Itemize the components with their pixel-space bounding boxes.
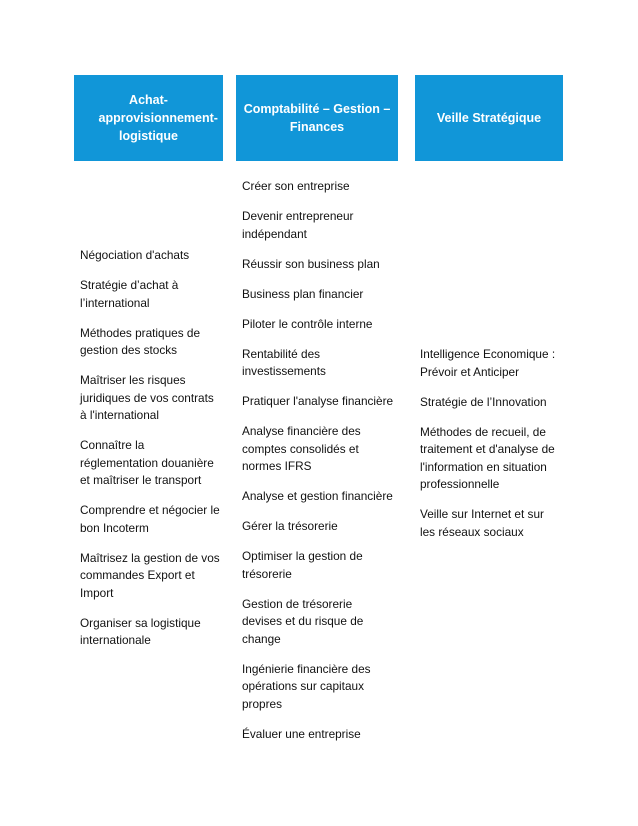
list-item: Maîtriser les risques juridiques de vos contrats à l'international: [80, 373, 214, 422]
list-item: Stratégie d’achat à l’international: [80, 278, 179, 310]
list-item: Réussir son business plan: [242, 256, 380, 271]
list-item: Négociation d'achats: [80, 248, 190, 262]
list-item: Analyse et gestion financière: [242, 489, 393, 503]
list-item: Gérer la trésorerie: [242, 519, 338, 533]
list-item: Stratégie de l’Innovation: [420, 394, 547, 409]
header-comptabilite-gestion-finances: [236, 75, 398, 161]
list-item: Méthodes pratiques de gestion des stocks: [80, 325, 201, 357]
list-veille: [420, 346, 560, 554]
header-achat-label: Achat-approvisionnement-logistique: [98, 93, 218, 143]
list-item: Méthodes de recueil, de traitement et d'analyse de l'information en situation professionnelle: [420, 424, 555, 491]
list-item: Comprendre et négocier le bon Incoterm: [80, 503, 220, 535]
list-item: Business plan financier: [242, 286, 364, 301]
header-veille-strategique: [415, 75, 563, 161]
list-item: Intelligence Economique : Prévoir et Anticiper: [420, 347, 556, 379]
list-comptabilite: [242, 178, 394, 756]
list-item: Veille sur Internet et sur les réseaux sociaux: [420, 507, 544, 539]
list-item: Ingénierie financière des opérations sur capitaux propres: [242, 661, 371, 711]
list-item: Connaître la réglementation douanière et maîtriser le transport: [80, 438, 214, 487]
list-item: Évaluer une entreprise: [242, 726, 361, 741]
list-item: Analyse financière des comptes consolidés et normes IFRS: [242, 424, 361, 473]
list-item: Pratiquer l'analyse financière: [242, 394, 394, 408]
list-item: Créer son entreprise: [242, 179, 350, 193]
list-item: Rentabilité des investissements: [242, 346, 326, 378]
header-veille-label: Veille Stratégique: [436, 111, 542, 125]
list-achat: [80, 247, 222, 662]
list-item: Devenir entrepreneur indépendant: [242, 209, 354, 241]
header-comptabilite-label: Comptabilité – Gestion – Finances: [243, 102, 391, 134]
list-item: Organiser sa logistique internationale: [80, 615, 201, 647]
list-item: Piloter le contrôle interne: [242, 316, 373, 331]
list-item: Maîtrisez la gestion de vos commandes Export et Import: [80, 550, 220, 600]
header-achat-approvisionnement-logistique: [74, 75, 223, 161]
list-item: Gestion de trésorerie devises et du risque de change: [242, 596, 364, 646]
list-item: Optimiser la gestion de trésorerie: [242, 549, 363, 581]
